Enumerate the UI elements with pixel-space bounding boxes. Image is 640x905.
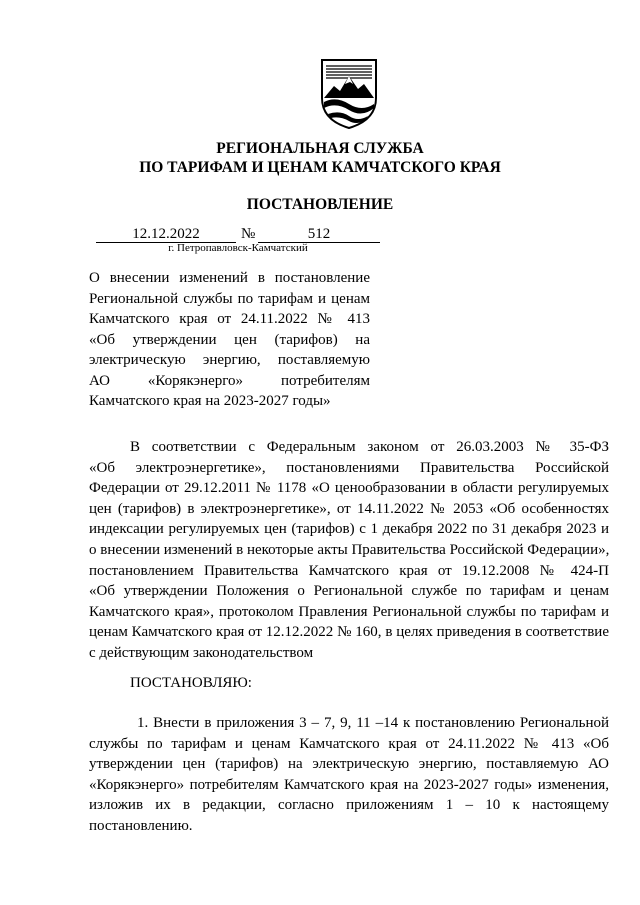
preamble-line: цен (тарифов) в электроэнергетике», от 14.11.2022 № 2053 «Об особенностях [89, 500, 609, 517]
item-1-line: службы по тарифам и ценам Камчатского края от 24.11.2022 № 413 «Об [89, 735, 609, 752]
title-line: О внесении изменений в постановление [89, 270, 370, 286]
document-title [89, 268, 370, 412]
title-line: Региональной службы по тарифам и ценам [89, 290, 370, 307]
item-1-line: постановлению. [89, 817, 193, 834]
preamble-line: «Об утверждении Положения о Региональной службе по тарифам и ценам [89, 583, 609, 600]
item-1-line: утверждении цен (тарифов) на электрическую энергию, поставляемую АО [89, 756, 609, 773]
preamble-line: о внесении изменений в некоторые акты Правительства Российской Федерации», [89, 541, 610, 558]
preamble-line: В соответствии с Федеральным законом от 26.03.2003 № 35-ФЗ [130, 439, 609, 455]
preamble-line: Камчатского края», протоколом Правления Региональной службы по тарифам и [89, 603, 609, 620]
preamble-line: «Об электроэнергетике», постановлениями Правительства Российской [89, 459, 609, 476]
preamble-line: с действующим законодательством [89, 644, 314, 661]
document-number: 512 [258, 226, 380, 243]
title-line: АО «Корякэнерго» потребителям [89, 372, 370, 389]
preamble-line: постановлением Правительства Камчатского края от 19.12.2008 № 424-П [89, 562, 609, 579]
organization-name-line1: РЕГИОНАЛЬНАЯ СЛУЖБА [216, 140, 424, 157]
document-date: 12.12.2022 [96, 226, 236, 243]
number-sign: № [241, 226, 256, 242]
item-1-line: 1. Внести в приложения 3 – 7, 9, 11 –14 к постановлению Региональной [137, 715, 609, 731]
preamble-line: ценам Камчатского края от 12.12.2022 № 160, в целях приведения в соответствие [89, 624, 609, 641]
item-1-line: изложив их в редакции, согласно приложениям 1 – 10 к настоящему [89, 797, 609, 814]
preamble-line: индексации регулируемых цен (тарифов) с 1 декабря 2022 по 31 декабря 2023 и [89, 521, 609, 538]
resolve-heading: ПОСТАНОВЛЯЮ: [130, 675, 252, 691]
title-line: Камчатского края от 24.11.2022 № 413 [89, 311, 370, 327]
document-city: г. Петропавловск-Камчатский [168, 242, 308, 254]
title-line: Камчатского края на 2023-2027 годы» [89, 393, 331, 409]
item-1-line: «Корякэнерго» потребителям Камчатского края на 2023-2027 годы» изменения, [89, 776, 609, 793]
document-type: ПОСТАНОВЛЕНИЕ [246, 196, 394, 213]
title-line: «Об утверждении цен (тарифов) на [89, 331, 370, 348]
title-line: электрическую энергию, поставляемую [89, 352, 370, 368]
preamble-line: Федерации от 29.12.2011 № 1178 «О ценообразовании в области регулируемых [89, 480, 609, 497]
organization-name-line2: ПО ТАРИФАМ И ЦЕНАМ КАМЧАТСКОГО КРАЯ [139, 159, 501, 176]
item-1-paragraph [89, 713, 609, 837]
preamble-paragraph [89, 437, 609, 664]
kamchatka-emblem-icon [318, 58, 380, 130]
